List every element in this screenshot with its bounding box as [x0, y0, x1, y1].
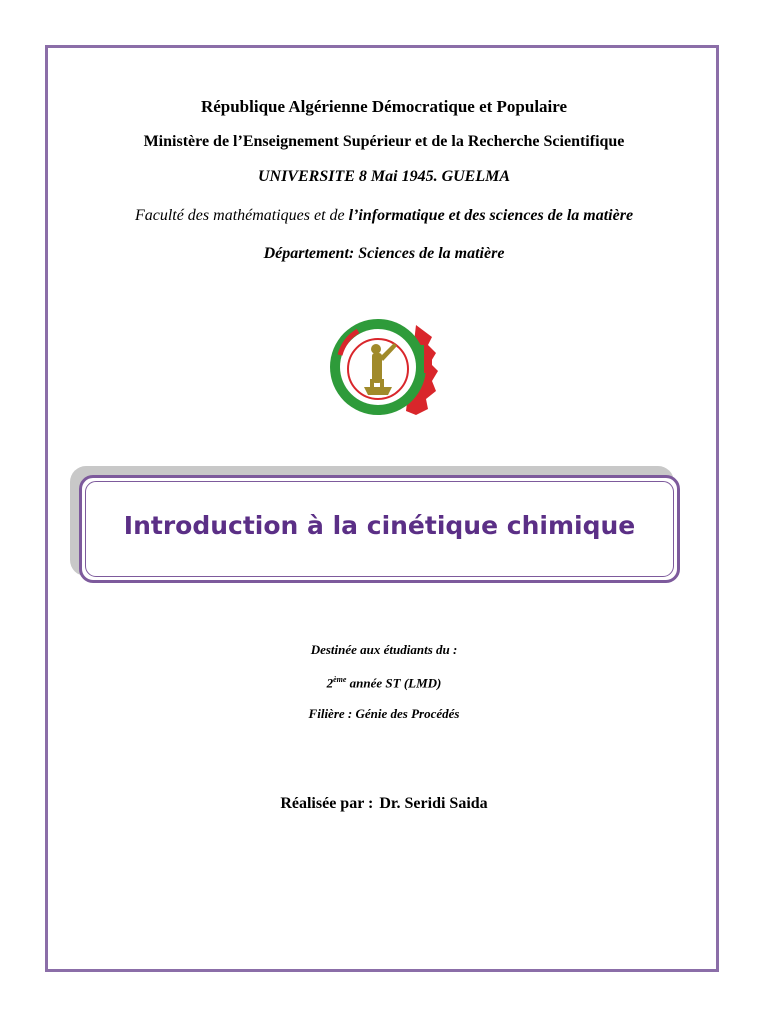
ministry-heading: Ministère de l’Enseignement Supérieur et de la Recherche Scientifique [143, 133, 625, 150]
department-heading: Département: Sciences de la matière [263, 245, 505, 262]
author-line [0, 795, 768, 813]
university-heading: UNIVERSITE 8 Mai 1945. GUELMA [257, 168, 511, 185]
logo-red-bar [424, 355, 432, 373]
faculty-heading [0, 207, 768, 225]
audience-year [0, 675, 768, 691]
author-name: Dr. Seridi Saida [379, 795, 488, 812]
year-superscript: ème [333, 675, 347, 684]
faculty-suffix: l’informatique et des sciences de la matière [348, 207, 634, 224]
university-logo [328, 315, 440, 425]
republic-heading: République Algérienne Démocratique et Populaire [200, 97, 568, 116]
title-box [79, 475, 680, 583]
audience-track: Filière : Génie des Procédés [308, 706, 460, 721]
year-number: 2 [326, 675, 334, 691]
faculty-prefix: Faculté des mathématiques et de [134, 207, 349, 224]
audience-intro: Destinée aux étudiants du : [310, 642, 458, 657]
year-rest: année ST (LMD) [346, 675, 442, 691]
document-title: Introduction à la cinétique chimique [123, 510, 636, 540]
author-label: Réalisée par : [280, 795, 374, 812]
logo-green-bar [418, 345, 424, 377]
